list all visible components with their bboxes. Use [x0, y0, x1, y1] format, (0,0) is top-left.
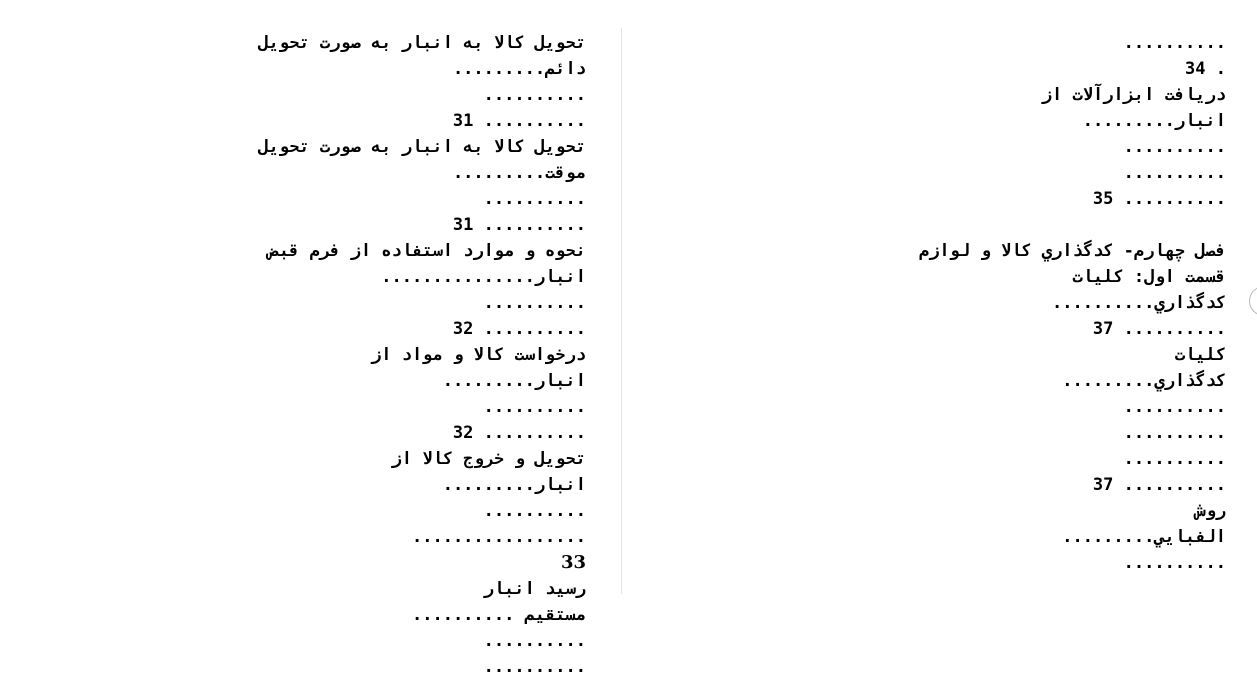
toc-line: .......... — [1123, 423, 1226, 443]
toc-line: انبار......... — [442, 371, 586, 391]
toc-line: درخواست كالا و مواد از — [371, 345, 586, 365]
toc-line: انبار............... — [381, 267, 586, 287]
toc-line: كدگذاري.......... — [1052, 293, 1226, 313]
toc-line — [660, 212, 1226, 238]
toc-line: كدگذاري......... — [1062, 371, 1226, 391]
toc-line: .......... — [483, 189, 586, 209]
toc-line: رسيد انبار — [483, 579, 586, 599]
toc-line: .......... 35 — [1092, 189, 1226, 209]
toc-line: .......... — [1123, 553, 1226, 573]
toc-line: انبار......... — [442, 475, 586, 495]
toc-right-column — [660, 30, 1226, 576]
toc-line: موقت......... — [452, 163, 586, 183]
toc-line: .......... — [483, 85, 586, 105]
toc-line: .......... 32 — [452, 423, 586, 443]
toc-line: .......... — [1123, 33, 1226, 53]
toc-line: .......... 31 — [452, 111, 586, 131]
toc-line: تحويل كالا به انبار به صورت تحويل — [258, 33, 586, 53]
toc-line: .......... — [1123, 137, 1226, 157]
toc-line: .......... — [1123, 163, 1226, 183]
toc-line: .......... — [483, 397, 586, 417]
toc-line: نحوه و موارد استفاده از فرم قبض — [268, 241, 586, 261]
toc-line: .......... — [483, 631, 586, 651]
toc-line: قسمت اول: كليات — [1072, 267, 1226, 287]
toc-line: مستقيم .......... — [412, 605, 586, 625]
toc-line: .......... — [483, 293, 586, 313]
toc-line: انبار......... — [1082, 111, 1226, 131]
side-handle[interactable] — [1249, 286, 1257, 316]
toc-line: كليات — [1174, 345, 1226, 365]
toc-line: .......... — [483, 657, 586, 677]
toc-line: . 34 — [1185, 59, 1226, 79]
toc-line: تحويل و خروج كالا از — [391, 449, 586, 469]
toc-line: دائم......... — [452, 59, 586, 79]
toc-line: ................. — [412, 527, 586, 547]
column-divider — [621, 28, 622, 594]
toc-line: .......... 37 — [1092, 319, 1226, 339]
toc-line: الفبايي......... — [1062, 527, 1226, 547]
toc-line: .......... 31 — [452, 215, 586, 235]
toc-line: .......... 32 — [452, 319, 586, 339]
toc-line: .......... 37 — [1092, 475, 1226, 495]
toc-line: فصل چهارم- كدگذاري كالا و لوازم — [918, 241, 1226, 261]
toc-line: .......... — [1123, 397, 1226, 417]
toc-line: روش — [1195, 501, 1226, 521]
toc-line: .......... — [483, 501, 586, 521]
toc-line: دريافت ابزارآلات از — [1041, 85, 1226, 105]
toc-line: 33 — [560, 552, 586, 573]
toc-left-column — [14, 30, 586, 680]
toc-line: .......... — [1123, 449, 1226, 469]
toc-line: تحويل كالا به انبار به صورت تحويل — [258, 137, 586, 157]
